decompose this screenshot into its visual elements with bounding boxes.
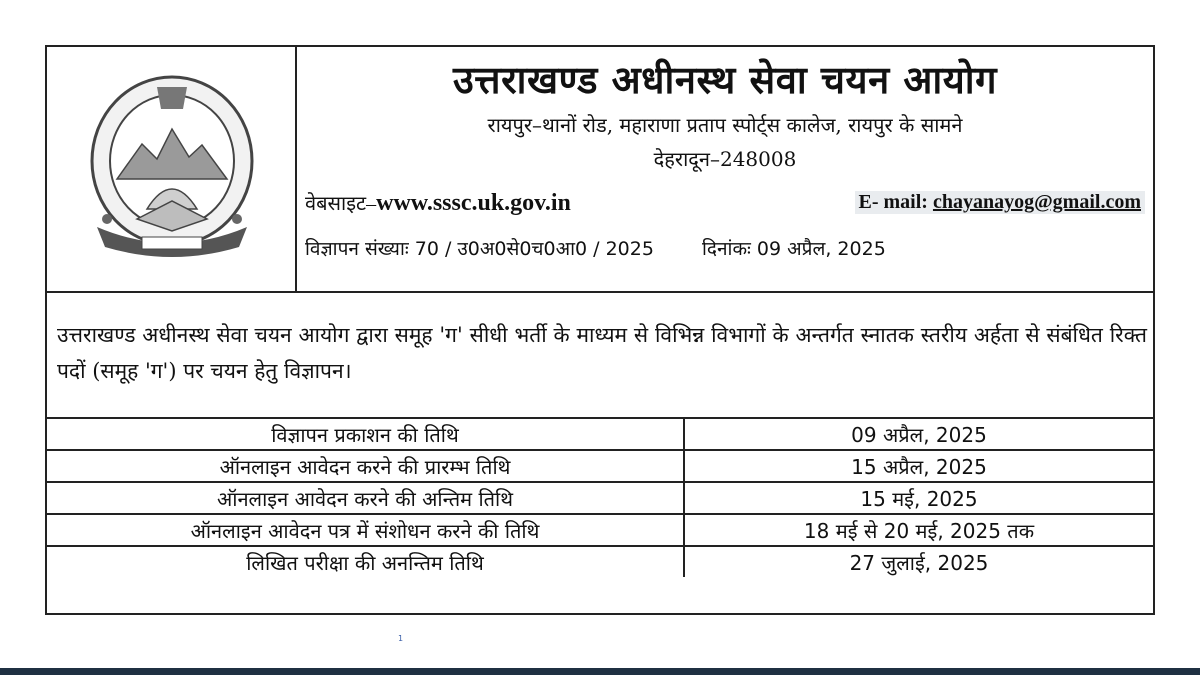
- table-row: [47, 546, 1153, 577]
- advertisement-number: विज्ञापन संख्याः 70 / उ0अ0से0च0आ0 / 2025: [305, 238, 654, 260]
- advertisement-date: दिनांकः 09 अप्रैल, 2025: [701, 238, 886, 260]
- email-info: [855, 191, 1145, 214]
- schedule-value: 15 मई, 2025: [684, 482, 1153, 514]
- website-label: वेबसाइट–: [305, 193, 377, 215]
- schedule-label: लिखित परीक्षा की अनन्तिम तिथि: [47, 546, 684, 577]
- email-label: E- mail:: [858, 191, 928, 213]
- page-number: 1: [398, 634, 404, 643]
- commission-seal-icon: [87, 69, 257, 269]
- commission-city: देहरादून–248008: [653, 147, 797, 171]
- notice-header: [47, 47, 1153, 293]
- website-link[interactable]: www.sssc.uk.gov.in: [376, 190, 571, 216]
- notice-description: उत्तराखण्ड अधीनस्थ सेवा चयन आयोग द्वारा समूह 'ग' सीधी भर्ती के माध्यम से विभिन्न विभागों के अन्तर्गत स्नातक स्तरीय अर्हता से संबंधित रिक्त पदों (समूह 'ग') पर चयन हेतु विज्ञापन।: [57, 323, 1147, 383]
- email-link[interactable]: chayanayog@gmail.com: [932, 191, 1141, 213]
- schedule-label: ऑनलाइन आवेदन करने की अन्तिम तिथि: [47, 482, 684, 514]
- commission-title: उत्तराखण्ड अधीनस्थ सेवा चयन आयोग: [452, 57, 998, 102]
- table-row: [47, 418, 1153, 450]
- schedule-value: 27 जुलाई, 2025: [684, 546, 1153, 577]
- commission-address: रायपुर–थानों रोड, महाराणा प्रताप स्पोर्ट्स कालेज, रायपुर के सामने: [487, 113, 963, 137]
- schedule-value: 09 अप्रैल, 2025: [684, 418, 1153, 450]
- table-row: [47, 482, 1153, 514]
- logo-cell: [47, 47, 297, 291]
- schedule-label: विज्ञापन प्रकाशन की तिथि: [47, 418, 684, 450]
- footer-bar: [0, 668, 1200, 675]
- schedule-value: 18 मई से 20 मई, 2025 तक: [684, 514, 1153, 546]
- table-row: [47, 450, 1153, 482]
- table-row: [47, 514, 1153, 546]
- schedule-label: ऑनलाइन आवेदन पत्र में संशोधन करने की तिथि: [47, 514, 684, 546]
- contact-line: [305, 189, 1145, 223]
- schedule-value: 15 अप्रैल, 2025: [684, 450, 1153, 482]
- schedule-label: ऑनलाइन आवेदन करने की प्रारम्भ तिथि: [47, 450, 684, 482]
- recruitment-notice: [45, 45, 1155, 615]
- schedule-table: [47, 417, 1153, 577]
- advertisement-line: [305, 235, 1145, 261]
